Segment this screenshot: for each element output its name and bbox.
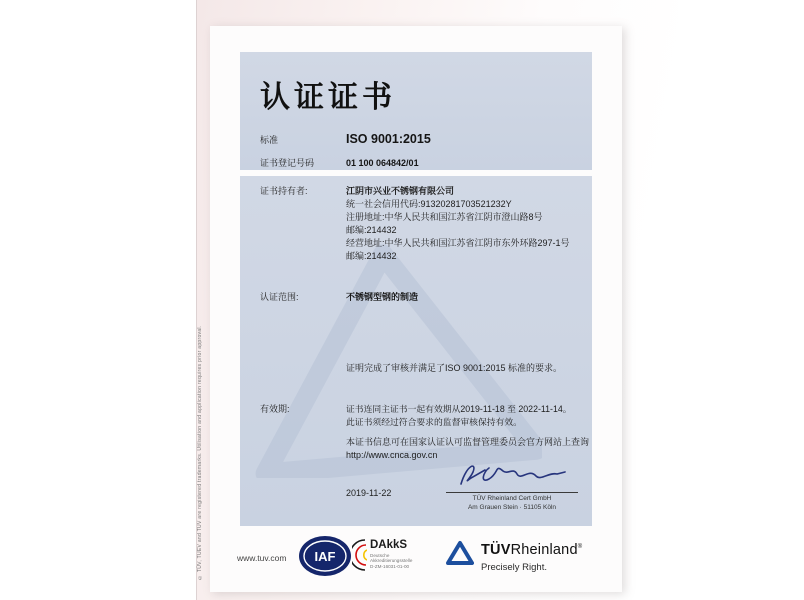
tuv-triangle-icon	[446, 540, 474, 566]
registration-label: 证书登记号码	[260, 158, 315, 168]
registration-number: 01 100 064842/01	[346, 158, 419, 168]
audit-statement: 证明完成了审核并满足了ISO 9001:2015 标准的要求。	[346, 363, 563, 373]
scope-value: 不锈钢型钢的制造	[346, 292, 419, 302]
registered-trademark-symbol: ®	[577, 544, 583, 550]
signature-line	[446, 492, 578, 493]
dakks-wordmark: DAkkS	[370, 539, 408, 551]
svg-text:IAF: IAF	[314, 549, 336, 564]
tuv-rheinland-wordmark	[481, 540, 582, 558]
signature-icon	[453, 460, 571, 490]
tuv-rheinland-logo	[446, 540, 582, 573]
certificate-title: 认证证书	[260, 81, 396, 114]
signature-block	[446, 460, 578, 512]
validity-row	[260, 402, 572, 429]
standard-row	[260, 132, 431, 146]
tuv-wordmark-rest: Rheinland	[510, 541, 578, 558]
holder-row	[260, 184, 570, 263]
validity-condition-line: 此证书须经过符合要求的监督审核保持有效。	[346, 417, 522, 427]
iaf-logo-icon	[298, 535, 352, 577]
scope-row	[260, 290, 418, 303]
standard-value: ISO 9001:2015	[346, 132, 431, 146]
registration-row	[260, 156, 419, 169]
holder-label: 证书持有者:	[260, 186, 308, 196]
dakks-arcs-icon	[352, 539, 367, 571]
holder-postcode-1: 邮编:214432	[346, 225, 397, 235]
tuv-wordmark-bold: TÜV	[481, 541, 511, 558]
validity-label: 有效期:	[260, 404, 290, 414]
holder-details	[346, 185, 570, 263]
holder-company-name: 江阴市兴业不锈钢有限公司	[346, 186, 455, 196]
dakks-sub-line-1: Deutsche	[370, 553, 390, 558]
validity-details	[346, 403, 572, 429]
lookup-info	[346, 436, 589, 462]
standard-label: 标准	[260, 135, 279, 145]
holder-registered-address: 注册地址:中华人民共和国江苏省江阴市澄山路8号	[346, 212, 543, 222]
certificate-body-band	[240, 176, 592, 526]
scope-label: 认证范围:	[260, 292, 299, 302]
certificate-paper	[210, 26, 622, 592]
holder-business-address: 经营地址:中华人民共和国江苏省江阴市东外环路297-1号	[346, 238, 570, 248]
tuv-tagline: Precisely Right.	[481, 561, 547, 573]
trademark-side-note: © TÜV, TUEV and TUV are registered trademarks. Utilisation and application requires prior approval.	[197, 325, 203, 580]
validity-period-line: 证书连同主证书一起有效期从2019-11-18 至 2022-11-14。	[346, 404, 572, 414]
dakks-accreditation-number: D-ZM-16031-01-00	[370, 563, 410, 569]
holder-postcode-2: 邮编:214432	[346, 251, 397, 261]
lookup-statement: 本证书信息可在国家认证认可监督管理委员会官方网站上查询	[346, 437, 590, 447]
issue-date: 2019-11-22	[346, 488, 392, 498]
dakks-logo	[352, 539, 412, 571]
holder-credit-code: 统一社会信用代码:91320281703521232Y	[346, 199, 512, 209]
certificate-header-band	[240, 52, 592, 170]
issuer-name: TÜV Rheinland Cert GmbH	[472, 495, 552, 502]
issuer-address: Am Grauen Stein · 51105 Köln	[467, 503, 557, 511]
lookup-url: http://www.cnca.gov.cn	[346, 450, 438, 460]
dakks-sub-line-2: Akkreditierungsstelle	[370, 558, 413, 564]
tuv-website-text: www.tuv.com	[237, 553, 287, 563]
